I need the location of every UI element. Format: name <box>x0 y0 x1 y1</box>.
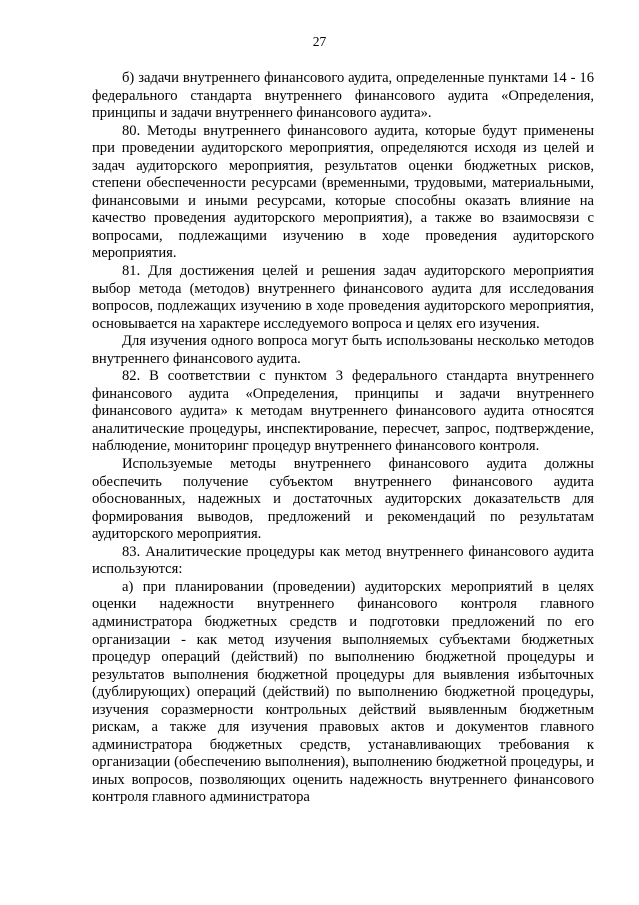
page-number: 27 <box>312 34 327 49</box>
paragraph-82-note: Используемые методы внутреннего финансового аудита должны обеспечить получение субъектом внутреннего финансового аудита обоснованных, надежных и достаточных аудиторских доказательств для формирования выводов, предложений и рекомендаций по результатам аудиторского мероприятия. <box>92 456 594 543</box>
paragraph-83: 83. Аналитические процедуры как метод внутреннего финансового аудита используются: <box>92 543 594 578</box>
paragraph-82: 82. В соответствии с пунктом 3 федерального стандарта внутреннего финансового аудита «Определения, принципы и задачи внутреннего финансового аудита» к методам внутреннего финансового аудита относятся аналитические процедуры, инспектирование, пересчет, запрос, подтверждение, наблюдение, мониторинг процедур внутреннего финансового контроля. <box>92 368 594 455</box>
paragraph-80: 80. Методы внутреннего финансового аудита, которые будут применены при проведении аудиторского мероприятия, определяются исходя из целей и задач аудиторского мероприятия, результатов оценки бюджетных рисков, степени обеспеченности ресурсами (временными, трудовыми, материальными, финансовыми и иными ресурсами, которые способны оказать влияние на качество проведения аудиторского мероприятия), а также во взаимосвязи с вопросами, подлежащими изучению в ходе проведения аудиторского мероприятия. <box>92 122 594 262</box>
paragraph-81-note: Для изучения одного вопроса могут быть использованы несколько методов внутреннего финансового аудита. <box>92 333 594 367</box>
paragraph-81: 81. Для достижения целей и решения задач аудиторского мероприятия выбор метода (методов) внутреннего финансового аудита для исследования вопросов, подлежащих изучению в ходе проведения аудиторского мероприятия, основывается на характере исследуемого вопроса и целях его изучения. <box>92 263 594 332</box>
document-body <box>92 70 594 807</box>
paragraph-b: б) задачи внутреннего финансового аудита, определенные пунктами 14 - 16 федерального стандарта внутреннего финансового аудита «Определения, принципы и задачи внутреннего финансового аудита». <box>92 70 594 122</box>
paragraph-83-a: а) при планировании (проведении) аудиторских мероприятий в целях оценки надежности внутреннего финансового контроля главного администратора бюджетных средств и подготовки предложений по его организации - как метод изучения выполняемых субъектами бюджетных процедур операций (действий) по выполнению бюджетной процедуры и результатов выполнения бюджетной процедуры для выявления избыточных (дублирующих) операций (действий) по выполнению бюджетной процедуры, изучения соразмерности контрольных действий выявленным бюджетным рискам, а также для изучения правовых актов и документов главного администратора бюджетных средств, устанавливающих требования к организации (обеспечению выполнения), выполнению бюджетной процедуры, и иных вопросов, позволяющих оценить надежность внутреннего финансового контроля главного администратора <box>92 578 594 806</box>
